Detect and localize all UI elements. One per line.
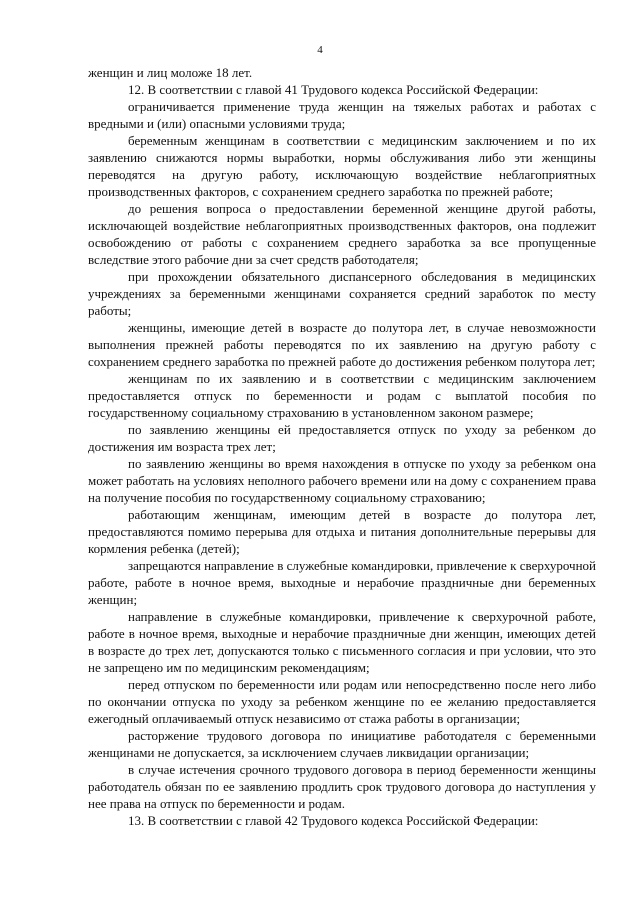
- paragraph: запрещаются направление в служебные командировки, привлечение к сверхурочной работе, работе в ночное время, выходные и нерабочие праздничные дни беременных женщин;: [88, 558, 596, 607]
- paragraph: ограничивается применение труда женщин на тяжелых работах и работах с вредными и (или) опасными условиями труда;: [88, 99, 596, 131]
- paragraph: по заявлению женщины ей предоставляется отпуск по уходу за ребенком до достижения им возраста трех лет;: [88, 422, 596, 454]
- paragraph: беременным женщинам в соответствии с медицинским заключением и по их заявлению снижаются нормы выработки, нормы обслуживания либо эти женщины переводятся на другую работу, исключающую воздействие неблагоприятных производственных факторов, с сохранением среднего заработка по прежней работе;: [88, 133, 596, 199]
- paragraph: расторжение трудового договора по инициативе работодателя с беременными женщинами не допускается, за исключением случаев ликвидации организации;: [88, 728, 596, 760]
- document-body: [88, 64, 596, 829]
- paragraph: направление в служебные командировки, привлечение к сверхурочной работе, работе в ночное время, выходные и нерабочие праздничные дни женщин, имеющих детей в возрасте до трех лет, допускаются только с письменного согласия и при условии, что это не запрещено им по медицинским рекомендациям;: [88, 609, 596, 675]
- paragraph: женщинам по их заявлению и в соответствии с медицинским заключением предоставляется отпуск по беременности и родам с выплатой пособия по государственному социальному страхованию в установленном законом размере;: [88, 371, 596, 420]
- paragraph: перед отпуском по беременности или родам или непосредственно после него либо по окончании отпуска по уходу за ребенком женщине по ее желанию предоставляется ежегодный оплачиваемый отпуск независимо от стажа работы в организации;: [88, 677, 596, 726]
- paragraph-continuation: женщин и лиц моложе 18 лет.: [88, 65, 253, 80]
- paragraph: женщины, имеющие детей в возрасте до полутора лет, в случае невозможности выполнения прежней работы переводятся по их заявлению на другую работу с сохранением среднего заработка по прежней работе до достижения ребенком полутора лет;: [88, 320, 596, 369]
- paragraph: в случае истечения срочного трудового договора в период беременности женщины работодатель обязан по ее заявлению продлить срок трудового договора до наступления у нее права на отпуск по беременности и родам.: [88, 762, 596, 811]
- paragraph: при прохождении обязательного диспансерного обследования в медицинских учреждениях за беременными женщинами сохраняется средний заработок по месту работы;: [88, 269, 596, 318]
- paragraph: по заявлению женщины во время нахождения в отпуске по уходу за ребенком она может работать на условиях неполного рабочего времени или на дому с сохранением права на получение пособия по государственному социальному страхованию;: [88, 456, 596, 505]
- page-number: 4: [317, 44, 323, 56]
- paragraph: до решения вопроса о предоставлении беременной женщине другой работы, исключающей воздействие неблагоприятных производственных факторов, она подлежит освобождению от работы с сохранением среднего заработка за все пропущенные вследствие этого рабочие дни за счет средств работодателя;: [88, 201, 596, 267]
- paragraph-section-13-heading: 13. В соответствии с главой 42 Трудового кодекса Российской Федерации:: [128, 813, 539, 828]
- paragraph: работающим женщинам, имеющим детей в возрасте до полутора лет, предоставляются помимо перерыва для отдыха и питания дополнительные перерывы для кормления ребенка (детей);: [88, 507, 596, 556]
- paragraph-section-12-heading: 12. В соответствии с главой 41 Трудового кодекса Российской Федерации:: [128, 82, 539, 97]
